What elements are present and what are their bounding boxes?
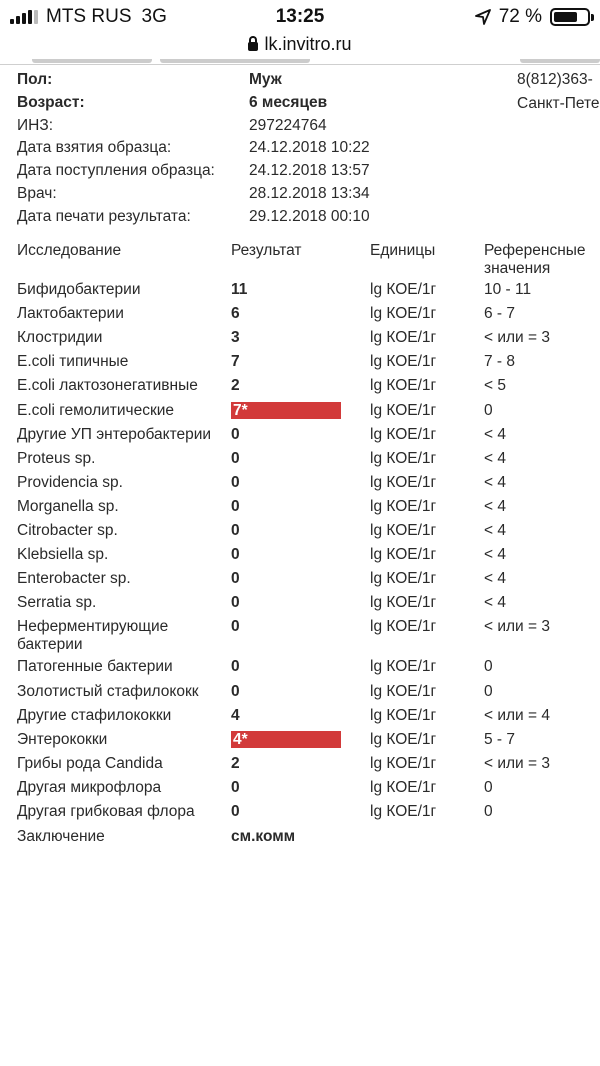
unit-value: lg КОЕ/1г <box>370 305 437 323</box>
reference-value: < 5 <box>484 377 506 395</box>
test-name: Serratia sp. <box>17 594 97 612</box>
result-value: 0 <box>231 473 240 491</box>
result-value: 0 <box>231 425 240 443</box>
unit-value: lg КОЕ/1г <box>370 594 437 612</box>
unit-value: lg КОЕ/1г <box>370 522 437 539</box>
reference-value: 5 - 7 <box>484 730 516 748</box>
header-reference: Референсные значения <box>484 242 586 277</box>
patient-field-value: Муж <box>249 71 282 88</box>
header-units: Единицы <box>370 242 436 259</box>
reference-value: 7 - 8 <box>484 353 516 371</box>
test-name: Другая грибковая флора <box>17 803 195 820</box>
patient-field-label: ИНЗ: <box>17 116 54 134</box>
unit-value: lg КОЕ/1г <box>370 449 437 467</box>
unit-value: lg КОЕ/1г <box>370 497 437 515</box>
reference-value: < или = 4 <box>484 706 551 724</box>
unit-value: lg КОЕ/1г <box>370 803 437 820</box>
conclusion-value: см.комм <box>231 828 296 846</box>
result-value: 2 <box>231 377 240 395</box>
reference-value: 0 <box>484 658 493 676</box>
patient-field-label: Возраст: <box>17 93 85 111</box>
unit-value: lg КОЕ/1г <box>370 706 437 724</box>
unit-value: lg КОЕ/1г <box>370 401 437 419</box>
test-name: Morganella sp. <box>17 497 119 515</box>
lab-phone[interactable]: 8(812)363- <box>517 71 593 88</box>
reference-value: < 4 <box>484 449 506 467</box>
reference-value: 0 <box>484 682 493 700</box>
patient-field-value: 24.12.2018 10:22 <box>249 139 370 157</box>
unit-value: lg КОЕ/1г <box>370 329 437 347</box>
test-name: Бифидобактерии <box>17 281 141 298</box>
patient-field-label: Дата печати результата: <box>17 207 191 225</box>
result-value: 0 <box>231 618 240 636</box>
result-value: 2 <box>231 754 240 772</box>
patient-field-value: 28.12.2018 13:34 <box>249 185 370 202</box>
result-value: 0 <box>231 497 240 515</box>
conclusion-label: Заключение <box>17 828 105 846</box>
reference-value: 10 - 11 <box>484 281 532 298</box>
test-name: Другие стафилококки <box>17 706 172 724</box>
status-bar <box>0 0 600 34</box>
unit-value: lg КОЕ/1г <box>370 473 437 491</box>
test-name: E.coli гемолитические <box>17 401 175 419</box>
result-value-flagged: 7* <box>231 402 341 419</box>
result-value: 0 <box>231 682 240 700</box>
unit-value: lg КОЕ/1г <box>370 754 437 772</box>
lock-icon <box>248 42 258 51</box>
header-result: Результат <box>231 242 302 259</box>
reference-value: 0 <box>484 803 493 820</box>
test-name: Энтерококки <box>17 730 108 748</box>
patient-field-label: Дата поступления образца: <box>17 162 215 180</box>
battery-percent: 72 % <box>498 6 542 27</box>
reference-value: < 4 <box>484 570 506 588</box>
test-name: Enterobacter sp. <box>17 570 131 588</box>
result-value: 3 <box>231 329 240 347</box>
reference-value: < или = 3 <box>484 618 551 636</box>
test-name: Золотистый стафилококк <box>17 682 199 700</box>
result-value: 0 <box>231 658 240 676</box>
test-name: Providencia sp. <box>17 473 123 491</box>
test-name: Другая микрофлора <box>17 778 162 796</box>
network-type: 3G <box>141 6 167 27</box>
unit-value: lg КОЕ/1г <box>370 546 437 564</box>
result-value: 7 <box>231 353 240 371</box>
patient-field-label: Пол: <box>17 71 53 88</box>
header-divider <box>0 64 600 65</box>
patient-field-value: 24.12.2018 13:57 <box>249 162 370 180</box>
battery-fill <box>554 12 577 22</box>
test-name: Лактобактерии <box>17 305 124 323</box>
result-value: 0 <box>231 546 240 564</box>
reference-value: 0 <box>484 401 493 419</box>
result-value-flagged: 4* <box>231 731 341 748</box>
location-arrow-icon <box>475 9 491 25</box>
unit-value: lg КОЕ/1г <box>370 658 437 676</box>
carrier-name: MTS RUS <box>46 6 132 27</box>
header-study: Исследование <box>17 242 122 259</box>
test-name: Другие УП энтеробактерии <box>17 425 212 443</box>
result-value: 0 <box>231 594 240 612</box>
unit-value: lg КОЕ/1г <box>370 281 437 298</box>
patient-field-value: 6 месяцев <box>249 93 328 111</box>
patient-field-value: 29.12.2018 00:10 <box>249 207 370 225</box>
result-value: 11 <box>231 281 248 298</box>
result-value: 0 <box>231 449 240 467</box>
test-name: Citrobacter sp. <box>17 522 118 539</box>
unit-value: lg КОЕ/1г <box>370 353 437 371</box>
reference-value: < 4 <box>484 497 506 515</box>
test-name: E.coli лактозонегативные <box>17 377 198 395</box>
patient-field-value: 297224764 <box>249 116 327 134</box>
result-value: 6 <box>231 305 240 323</box>
unit-value: lg КОЕ/1г <box>370 778 437 796</box>
reference-value: < или = 3 <box>484 329 551 347</box>
result-value: 0 <box>231 803 240 820</box>
test-name: Клостридии <box>17 329 103 347</box>
test-name: Неферментирующие бактерии <box>17 618 169 654</box>
unit-value: lg КОЕ/1г <box>370 570 437 588</box>
test-name: Proteus sp. <box>17 449 96 467</box>
unit-value: lg КОЕ/1г <box>370 377 437 395</box>
status-right <box>475 6 590 28</box>
reference-value: < 4 <box>484 594 506 612</box>
result-value: 0 <box>231 570 240 588</box>
reference-value: 6 - 7 <box>484 305 516 323</box>
patient-field-label: Дата взятия образца: <box>17 139 172 157</box>
result-value: 4 <box>231 706 240 724</box>
unit-value: lg КОЕ/1г <box>370 425 437 443</box>
unit-value: lg КОЕ/1г <box>370 682 437 700</box>
reference-value: 0 <box>484 778 493 796</box>
test-name: Klebsiella sp. <box>17 546 109 564</box>
url-text: lk.invitro.ru <box>264 34 352 54</box>
lab-city: Санкт-Пете <box>517 95 600 112</box>
reference-value: < 4 <box>484 522 506 539</box>
test-name: Грибы рода Candida <box>17 754 163 772</box>
test-name: Патогенные бактерии <box>17 658 173 676</box>
result-value: 0 <box>231 522 240 539</box>
unit-value: lg КОЕ/1г <box>370 618 437 636</box>
reference-value: < 4 <box>484 473 506 491</box>
status-time: 13:25 <box>275 6 325 27</box>
result-value: 0 <box>231 778 240 796</box>
reference-value: < 4 <box>484 425 506 443</box>
test-name: E.coli типичные <box>17 353 129 371</box>
reference-value: < 4 <box>484 546 506 564</box>
unit-value: lg КОЕ/1г <box>370 730 437 748</box>
reference-value: < или = 3 <box>484 754 551 772</box>
patient-field-label: Врач: <box>17 185 57 202</box>
address-bar[interactable] <box>0 34 600 62</box>
battery-icon <box>550 8 590 26</box>
